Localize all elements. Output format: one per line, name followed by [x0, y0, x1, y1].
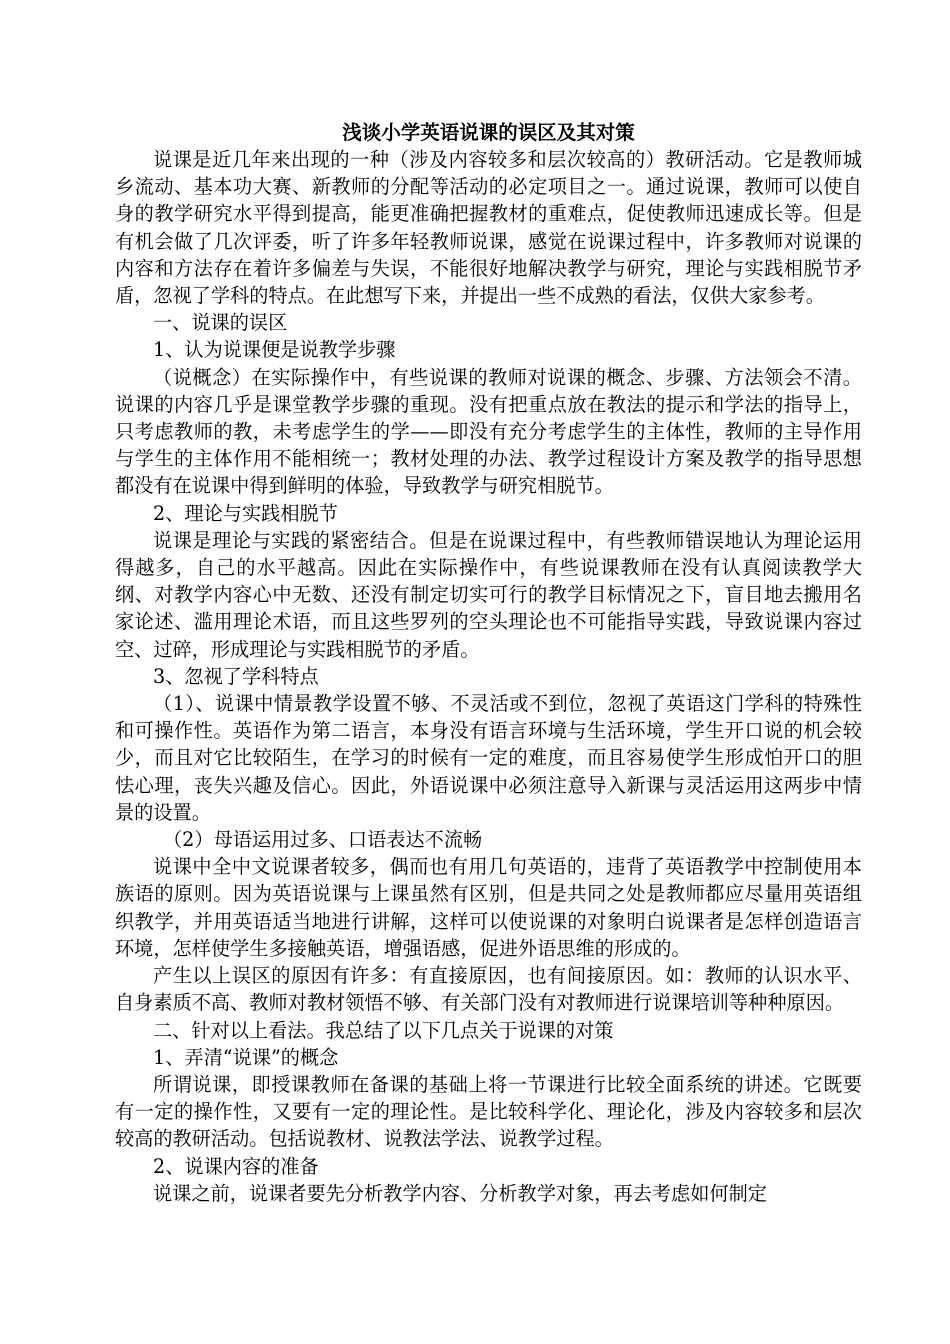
paragraph-2-2: 说课之前，说课者要先分析教学内容、分析教学对象，再去考虑如何制定: [153, 1181, 767, 1205]
paragraph-2-1: 所谓说课，即授课教师在备课的基础上将一节课进行比较全面系统的讲述。它既要有一定的操作性，又要有一定的理论性。是比较科学化、理论化，涉及内容较多和层次较高的教研活动。包括说教材、说教法学法、说教学过程。: [115, 1072, 862, 1151]
subheading-1-1: 1、认为说课便是说教学步骤: [153, 338, 396, 362]
paragraph-intro: 说课是近几年来出现的一种（涉及内容较多和层次较高的）教研活动。它是教师城乡流动、基本功大赛、新教师的分配等活动的必定项目之一。通过说课，教师可以使自身的教学研究水平得到提高，能更准确把握教材的重难点，促使教师迅速成长等。但是有机会做了几次评委，听了许多年轻教师说课，感觉在说课过程中，许多教师对说课的内容和方法存在着许多偏差与失误，不能很好地解决教学与研究，理论与实践相脱节矛盾，忽视了学科的特点。在此想写下来，并提出一些不成熟的看法，仅供大家参考。: [115, 148, 862, 308]
paragraph-causes: 产生以上误区的原因有许多：有直接原因，也有间接原因。如：教师的认识水平、自身素质不高、教师对教材领悟不够、有关部门没有对教师进行说课培训等种种原因。: [115, 964, 862, 1015]
paragraph-1-1: （说概念）在实际操作中，有些说课的教师对说课的概念、步骤、方法领会不清。说课的内容几乎是课堂教学步骤的重现。没有把重点放在教法的提示和学法的指导上，只考虑教师的教，未考虑学生的学——即没有充分考虑学生的主体性，教师的主导作用与学生的主体作用不能相统一；教材处理的办法、教学过程设计方案及教学的指导思想都没有在说课中得到鲜明的体验，导致教学与研究相脱节。: [115, 365, 862, 498]
paragraph-1-2: 说课是理论与实践的紧密结合。但是在说课过程中，有些教师错误地认为理论运用得越多，自己的水平越高。因此在实际操作中，有些说课教师在没有认真阅读教学大纲、对教学内容心中无数、还没有制定切实可行的教学目标情况之下，盲目地去搬用名家论述、滥用理论术语，而且这些罗列的空头理论也不可能指导实践，导致说课内容过空、过碎，形成理论与实践相脱节的矛盾。: [115, 528, 862, 661]
section-heading-1: 一、说课的误区: [153, 311, 288, 335]
paragraph-1-3-2: 说课中全中文说课者较多，偶而也有用几句英语的，违背了英语教学中控制使用本族语的原则。因为英语说课与上课虽然有区别，但是共同之处是教师都应尽量用英语组织教学，并用英语适当地进行讲解，这样可以使说课的对象明白说课者是怎样创造语言环境，怎样使学生多接触英语，增强语感，促进外语思维的形成的。: [115, 855, 862, 960]
subheading-2-1: 1、弄清“说课”的概念: [153, 1045, 339, 1069]
document-page: [115, 115, 862, 1207]
subheading-1-3-2: （2）母语运用过多、口语表达不流畅: [163, 828, 483, 852]
document-title: 浅谈小学英语说课的误区及其对策: [342, 121, 635, 144]
subheading-2-2: 2、说课内容的准备: [153, 1154, 319, 1178]
subheading-1-3: 3、忽视了学科特点: [153, 664, 319, 688]
subheading-1-2: 2、理论与实践相脱节: [153, 501, 338, 525]
paragraph-1-3-1: （1）、说课中情景教学设置不够、不灵活或不到位，忽视了英语这门学科的特殊性和可操作性。英语作为第二语言，本身没有语言环境与生活环境，学生开口说的机会较少，而且对它比较陌生，在学习的时候有一定的难度，而且容易使学生形成怕开口的胆怯心理，丧失兴趣及信心。因此，外语说课中必须注意导入新课与灵活运用这两步中情景的设置。: [115, 692, 862, 824]
section-heading-2: 二、针对以上看法。我总结了以下几点关于说课的对策: [153, 1018, 614, 1042]
